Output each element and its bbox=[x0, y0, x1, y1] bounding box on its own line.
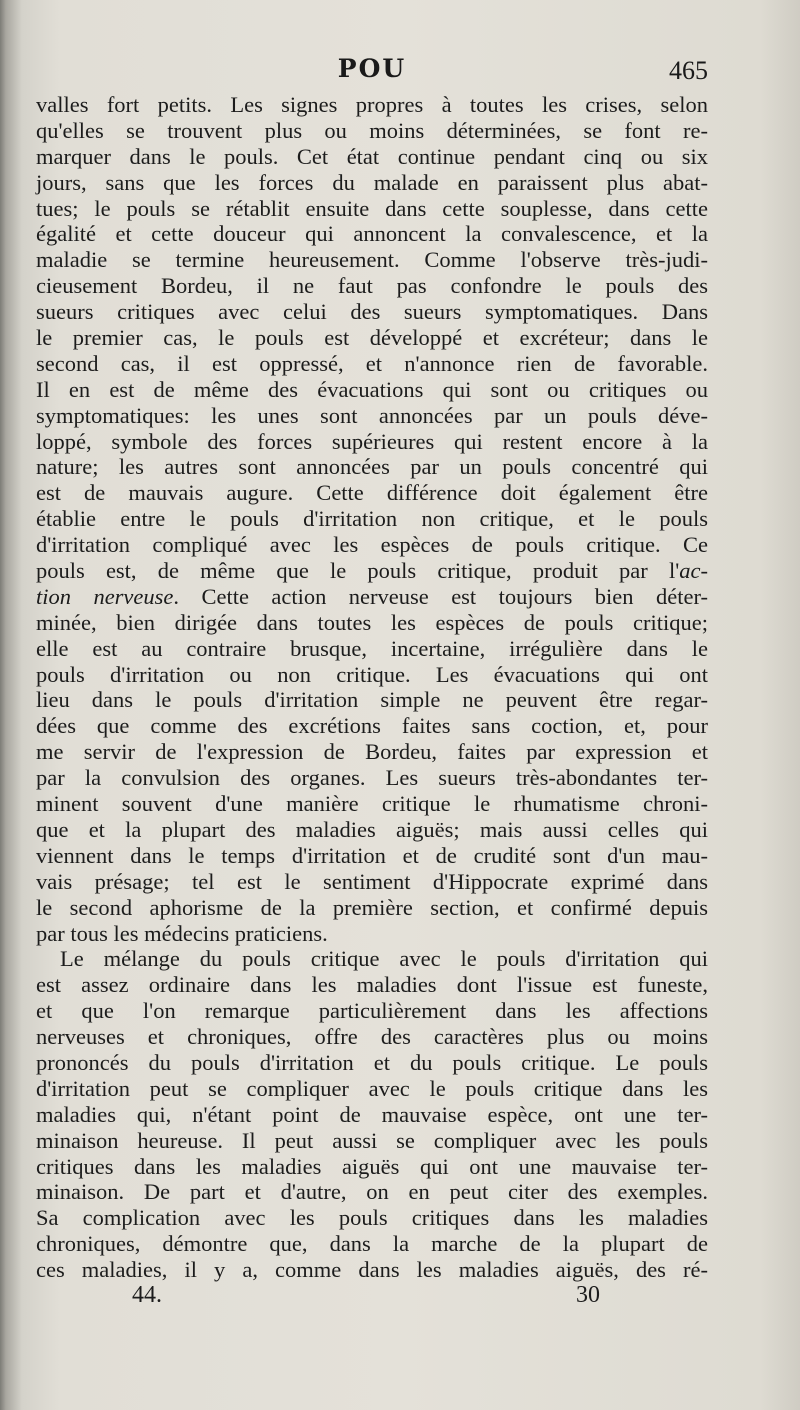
body-text bbox=[36, 92, 708, 1283]
text-line: sueurs critiques avec celui des sueurs symptomatiques. Dans bbox=[36, 299, 708, 325]
text-line: qu'elles se trouvent plus ou moins déterminées, se font re- bbox=[36, 117, 708, 143]
page-footer bbox=[36, 1278, 708, 1310]
text-line: établie entre le pouls d'irritation non critique, et le pouls bbox=[36, 506, 708, 532]
text-line: par tous les médecins praticiens. bbox=[36, 920, 328, 946]
text-line: est assez ordinaire dans les maladies dont l'issue est funeste, bbox=[36, 972, 708, 998]
running-head: POU bbox=[337, 54, 407, 83]
text-line: me servir de l'expression de Bordeu, faites par expression et bbox=[36, 739, 708, 765]
text-line: maladies qui, n'étant point de mauvaise espèce, ont une ter- bbox=[36, 1101, 708, 1127]
text-line: égalité et cette douceur qui annoncent la convalescence, et la bbox=[36, 221, 708, 247]
text-line: valles fort petits. Les signes propres à toutes les crises, selon bbox=[36, 92, 708, 117]
text-line: est de mauvais augure. Cette différence doit également être bbox=[36, 480, 708, 506]
text-line: maladie se termine heureusement. Comme l'observe très-judi- bbox=[36, 247, 708, 273]
text-line: minaison. De part et d'autre, on en peut citer des exemples. bbox=[36, 1179, 708, 1205]
text-line: ces maladies, il y a, comme dans les maladies aiguës, des ré- bbox=[36, 1257, 708, 1283]
text-line: tion nerveuse. Cette action nerveuse est toujours bien déter- bbox=[36, 583, 708, 609]
page-number: 465 bbox=[669, 56, 708, 85]
text-line: par la convulsion des organes. Les sueurs très-abondantes ter- bbox=[36, 765, 708, 791]
signature-mark: 44. bbox=[132, 1282, 162, 1308]
text-line: minent souvent d'une manière critique le rhumatisme chroni- bbox=[36, 791, 708, 817]
text-line: nerveuses et chroniques, offre des caractères plus ou moins bbox=[36, 1024, 708, 1050]
text-line: dées que comme des excrétions faites sans coction, et, pour bbox=[36, 713, 708, 739]
page-header bbox=[36, 52, 708, 88]
text-line: marquer dans le pouls. Cet état continue pendant cinq ou six bbox=[36, 143, 708, 169]
text-line: second cas, il est oppressé, et n'annonce rien de favorable. bbox=[36, 350, 708, 376]
text-line: prononcés du pouls d'irritation et du pouls critique. Le pouls bbox=[36, 1049, 708, 1075]
text-line: jours, sans que les forces du malade en paraissent plus abat- bbox=[36, 169, 708, 195]
italic-text: ac- bbox=[679, 558, 708, 584]
text-line: pouls est, de même que le pouls critique, produit par l'ac- bbox=[36, 558, 708, 584]
text-line: d'irritation peut se compliquer avec le pouls critique dans les bbox=[36, 1075, 708, 1101]
text-line: vais présage; tel est le sentiment d'Hippocrate exprimé dans bbox=[36, 868, 708, 894]
text-line: minaison heureuse. Il peut aussi se compliquer avec les pouls bbox=[36, 1127, 708, 1153]
text-line: nature; les autres sont annoncées par un pouls concentré qui bbox=[36, 454, 708, 480]
text-line: Sa complication avec les pouls critiques dans les maladies bbox=[36, 1205, 708, 1231]
text-line: que et la plupart des maladies aiguës; mais aussi celles qui bbox=[36, 816, 708, 842]
text-line: chroniques, démontre que, dans la marche de la plupart de bbox=[36, 1231, 708, 1257]
text-line: minée, bien dirigée dans toutes les espèces de pouls critique; bbox=[36, 609, 708, 635]
text-line: Il en est de même des évacuations qui sont ou critiques ou bbox=[36, 376, 708, 402]
text-line: le second aphorisme de la première section, et confirmé depuis bbox=[36, 894, 708, 920]
text-line: pouls d'irritation ou non critique. Les évacuations qui ont bbox=[36, 661, 708, 687]
text-line: et que l'on remarque particulièrement dans les affections bbox=[36, 998, 708, 1024]
text-line: tues; le pouls se rétablit ensuite dans cette souplesse, dans cette bbox=[36, 195, 708, 221]
text-line: d'irritation compliqué avec les espèces de pouls critique. Ce bbox=[36, 532, 708, 558]
text-line: critiques dans les maladies aiguës qui ont une mauvaise ter- bbox=[36, 1153, 708, 1179]
text-line: cieusement Bordeu, il ne faut pas confondre le pouls des bbox=[36, 273, 708, 299]
text-line: le premier cas, le pouls est développé et excréteur; dans le bbox=[36, 325, 708, 351]
text-line: Le mélange du pouls critique avec le pouls d'irritation qui bbox=[60, 946, 708, 972]
text-line: loppé, symbole des forces supérieures qui restent encore à la bbox=[36, 428, 708, 454]
text-line: symptomatiques: les unes sont annoncées par un pouls déve- bbox=[36, 402, 708, 428]
italic-text: tion nerveuse bbox=[36, 583, 174, 609]
text-line: lieu dans le pouls d'irritation simple ne peuvent être regar- bbox=[36, 687, 708, 713]
text-line: elle est au contraire brusque, incertaine, irrégulière dans le bbox=[36, 635, 708, 661]
text-line: viennent dans le temps d'irritation et de crudité sont d'un mau- bbox=[36, 842, 708, 868]
signature-number: 30 bbox=[576, 1282, 600, 1308]
